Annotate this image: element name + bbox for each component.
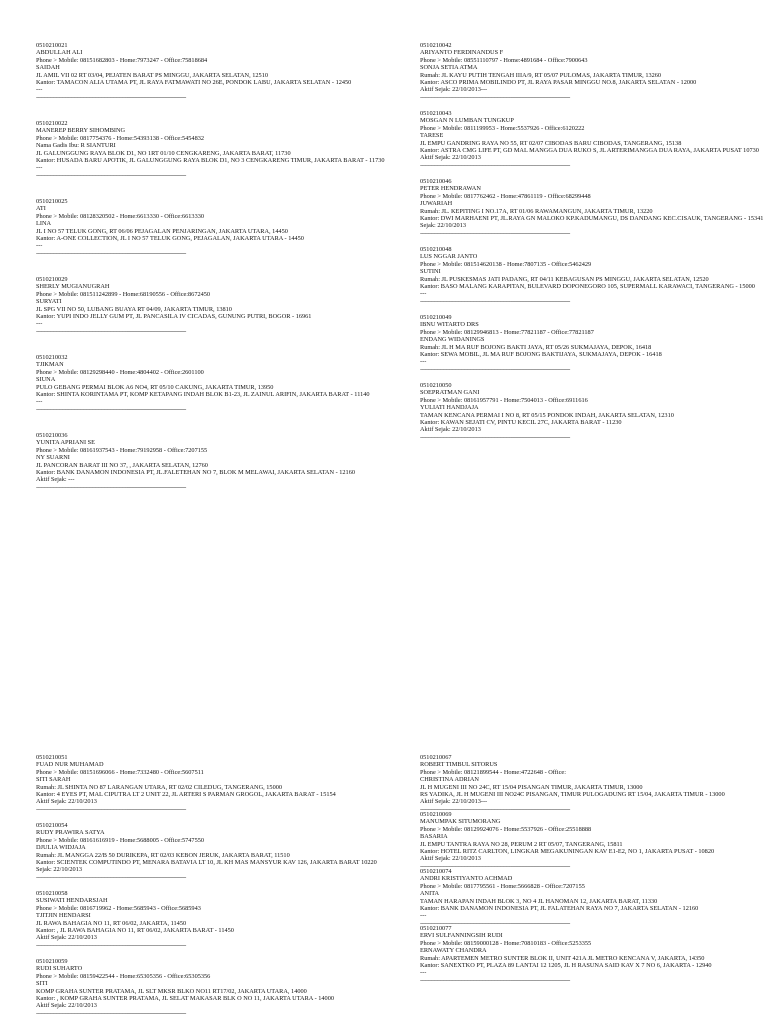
record-line: Aktif Sejak: 22/10/2013--- [420,86,488,94]
record-name: RUDY PRAWIRA SATYA [36,829,105,837]
record-id: 0510210043 [420,110,452,117]
record-line: Aktif Sejak: 22/10/2013 [420,426,481,434]
record-line: JL RAWA BAHAGIA NO 11, RT 06/02, JAKARTA, 11450 [36,919,187,927]
record-line: Kantor: , JL RAWA BAHAGIA NO 11, RT 06/02, JAKARTA BARAT - 11450 [36,927,234,935]
record-line: RS YADIKA, JL H MUGENI III NO24C PISANGAN, TIMUR PULOGADUNG RT 15/04, JAKARTA TIMUR - 13000 [420,791,725,799]
record-entry [36,958,388,1026]
record-id: 0510210077 [420,925,452,932]
record-separator: ---------------------------------------------------------------------------------------------------- [36,327,186,335]
record-line: ERNAWATY CHANDRA [420,947,487,955]
record-separator: ---------------------------------------------------------------------------------------------------- [420,862,570,868]
record-line: Phone > Mobile: 08129924076 - Home:5537926 - Office:25518888 [420,825,592,833]
record-line: Rumah: JL KAYU PUTIH TENGAH IIIA/9, RT 05/07 PULOMAS, JAKARTA TIMUR, 13260 [420,71,662,79]
record-separator: ---------------------------------------------------------------------------------------------------- [420,93,570,101]
record-line: Kantor: 4 EYES PT, MAL CIPUTRA LT 2 UNIT 22, JL ARTERI S PARMAN GROGOL, JAKARTA BARAT - 15154 [36,791,336,799]
record-name: SOEPRATMAN GANI [420,389,480,397]
record-entry [420,868,768,925]
record-line: --- [420,290,427,298]
record-line: JL GALUNGGUNG RAYA BLOK D1, NO 1RT 01/10 CENGKARENG, JAKARTA BARAT, 11730 [36,149,291,157]
record-line: Phone > Mobile: 08161616919 - Home:5688005 - Office:5747550 [36,836,205,844]
record-separator: ---------------------------------------------------------------------------------------------------- [36,93,186,101]
record-line: Rumah: APARTEMEN METRO SUNTER BLOK II, UNIT 421A JL METRO KENCANA V, JAKARTA, 14350 [420,954,705,962]
record-line: Rumah: JL PUSKESMAS JATI PADANG, RT 04/11 KEBAGUSAN PS MINGGU, JAKARTA SELATAN, 12520 [420,275,709,283]
record-name: MANEREP BERRY SIHOMBING [36,127,126,135]
record-line: Aktif Sejak: 22/10/2013 [36,934,97,942]
column-top-left [36,42,388,510]
column-top-right [420,42,768,450]
record-line: Phone > Mobile: 08551110797 - Home:4891684 - Office:7900643 [420,56,588,64]
record-name: IBNU WITARTO DRS [420,321,479,329]
record-id: 0510210074 [420,868,452,875]
record-name: MANUMPAK SITUMORANG [420,818,501,826]
record-line: Aktif Sejak: 22/10/2013 [420,154,481,162]
record-line: Sejak: 22/10/2013 [36,866,82,874]
record-separator: ---------------------------------------------------------------------------------------------------- [36,249,186,257]
record-separator: ---------------------------------------------------------------------------------------------------- [36,941,186,949]
record-line: SITI SARAH [36,776,71,784]
record-line: Aktif Sejak: --- [36,476,75,484]
record-line: LINA [36,220,52,228]
record-entry [420,382,768,450]
record-separator: ---------------------------------------------------------------------------------------------------- [420,161,570,169]
record-line: --- [36,164,43,172]
record-line: JL I NO 57 TELUK GONG, RT 06/06 PEJAGALAN PENJARINGAN, JAKARTA UTARA, 14450 [36,227,288,235]
record-line: SURYATI [36,298,62,306]
record-line: Phone > Mobile: 08151696066 - Home:7332480 - Office:5607511 [36,768,204,776]
record-line: Kantor: SANEXTKO PT, PLAZA 89 LANTAI 12 1205, JL H RASUNA SAID KAV X 7 NO 6, JAKARTA - 12940 [420,962,712,970]
record-separator: ---------------------------------------------------------------------------------------------------- [420,229,570,237]
column-bottom-left [36,754,388,1026]
record-line: Phone > Mobile: 08129298440 - Home:4804402 - Office:2601100 [36,368,204,376]
record-id: 0510210054 [36,822,68,829]
record-name: SUSIWATI HENDARSJAH [36,897,108,905]
record-entry [420,754,768,811]
record-line: Phone > Mobile: 081514620138 - Home:7807135 - Office:5462429 [420,260,592,268]
record-line: Kantor: , KOMP GRAHA SUNTER PRATAMA, JL SELAT MAKASAR BLK O NO 11, JAKARTA UTARA - 14000 [36,995,334,1003]
column-bottom-right [420,754,768,982]
record-id: 0510210021 [36,42,68,49]
record-separator: ---------------------------------------------------------------------------------------------------- [36,805,186,813]
record-line: Nama Gadis Ibu: R SIANTURI [36,142,116,150]
record-line: Kantor: A-ONE COLLECTION, JL I NO 57 TELUK GONG, PEJAGALAN, JAKARTA UTARA - 14450 [36,235,304,243]
record-entry [420,925,768,982]
record-entry [36,890,388,958]
record-id: 0510210049 [420,314,452,321]
record-entry [420,314,768,382]
record-line: Kantor: ASCO PRIMA MOBILINDO PT, JL RAYA PASAR MINGGU NO.8, JAKARTA SELATAN - 12000 [420,79,697,87]
record-id: 0510210029 [36,276,68,283]
record-id: 0510210058 [36,890,68,897]
record-name: ABDULLAH ALI [36,49,83,57]
record-separator: ---------------------------------------------------------------------------------------------------- [36,873,186,881]
record-name: LUS NGGAR JANTO [420,253,478,261]
record-line: Kantor: TAMACON ALIA UTAMA PT, JL RAYA FATMAWATI NO 26E, PONDOK LABU, JAKARTA SELATAN - 12450 [36,79,352,87]
record-line: JL H MUGENI III NO 24C, RT 15/04 PISANGAN TIMUR, JAKARTA TIMUR, 13000 [420,783,643,791]
record-id: 0510210067 [420,754,452,761]
record-id: 0510210025 [36,198,68,205]
record-entry [36,754,388,822]
record-id: 0510210051 [36,754,68,761]
record-line: Rumah: JL MANGGA 22/B 50 DURIKEPA, RT 02/03 KEBON JERUK, JAKARTA BARAT, 11510 [36,851,290,859]
record-separator: ---------------------------------------------------------------------------------------------------- [420,919,570,925]
record-line: --- [420,358,427,366]
record-separator: ---------------------------------------------------------------------------------------------------- [36,405,186,413]
record-line: --- [420,912,427,920]
record-line: Aktif Sejak: 22/10/2013 [36,798,97,806]
record-id: 0510210048 [420,246,452,253]
record-line: NY SUARNI [36,454,70,462]
record-line: Kantor: ASTRA CMG LIFE PT, GD MAL MANGGA DUA RUKO S, JL ARTERIMANGGA DUA RAYA, JAKARTA PUSAT 10730 [420,147,759,155]
record-line: Aktif Sejak: 22/10/2013 [420,855,481,863]
record-line: SUTINI [420,268,441,276]
record-line: Rumah: JL H MA RUF BOJONG BAKTI JAYA, RT 05/26 SUKMAJAYA, DEPOK, 16418 [420,343,652,351]
record-separator: ---------------------------------------------------------------------------------------------------- [36,171,186,179]
record-line: Phone > Mobile: 08159000128 - Home:70810183 - Office:5253355 [420,939,592,947]
record-line: Kantor: DWI MARHAENI PT, JL.RAYA GN MALOKO KP.KADUMANGU, DS DANDANG KEC.CISAUK, TANGERANG - 15341 [420,215,764,223]
record-name: RUDI SUHARTO [36,965,83,973]
record-line: Phone > Mobile: 08121899544 - Home:4722648 - Office: [420,768,566,776]
record-line: Kantor: BANK DANAMON INDONESIA PT, JL.FALETEHAN NO 7, BLOK M MELAWAI, JAKARTA SELATAN - 12160 [36,469,355,477]
record-entry [420,811,768,868]
record-line: --- [36,242,43,250]
record-line: JL EMPU TANTRA RAYA NO 28, PERUM 2 RT 05/07, TANGERANG, 15811 [420,840,623,848]
record-id: 0510210059 [36,958,68,965]
record-id: 0510210069 [420,811,452,818]
record-line: SITI [36,980,48,988]
record-line: SONJA SETIA ATMA [420,64,478,72]
record-line: --- [36,398,43,406]
record-entry [36,276,388,354]
record-entry [36,42,388,120]
record-line: --- [36,86,43,94]
record-id: 0510210022 [36,120,68,127]
record-line: JUWARIAH [420,200,453,208]
record-line: JL EMPU GANDRING RAYA NO 55, RT 02/07 CIBODAS BARU CIBODAS, TANGERANG, 15138 [420,139,682,147]
record-separator: ---------------------------------------------------------------------------------------------------- [420,805,570,811]
record-line: Sejak: 22/10/2013 [420,222,466,230]
record-id: 0510210046 [420,178,452,185]
record-line: Kantor: HOTEL RITZ CARLTON, LINGKAR MEGAKUNINGAN KAV E1-E2, NO 1, JAKARTA PUSAT - 10820 [420,848,715,856]
record-separator: ---------------------------------------------------------------------------------------------------- [36,483,186,491]
record-separator: ---------------------------------------------------------------------------------------------------- [420,433,570,441]
record-line: ANITA [420,890,440,898]
record-line: Kantor: YUPI INDO JELLY GUM PT, JL PANCASILA IV CICADAS, GUNUNG PUTRI, BOGOR - 16961 [36,313,312,321]
record-line: Phone > Mobile: 0811199953 - Home:5537926 - Office:6120222 [420,124,585,132]
record-line: SAIDAH [36,64,60,72]
record-line: PULO GEBANG PERMAI BLOK A6 NO4, RT 05/10 CAKUNG, JAKARTA TIMUR, 13950 [36,383,274,391]
record-name: MOSGAN N LUMBAN TUNGKUP [420,117,514,125]
record-name: PETER HENDRAWAN [420,185,481,193]
record-line: JL SPG VII NO 50, LUBANG BUAYA RT 04/09, JAKARTA TIMUR, 13810 [36,305,232,313]
record-name: ATI [36,205,46,213]
record-id: 0510210032 [36,354,68,361]
record-entry [36,198,388,276]
record-name: ROBERT TIMBUL SITORUS [420,761,498,769]
record-line: Kantor: SCIENTEK COMPUTINDO PT, MENARA BATAVIA LT 10, JL KH MAS MANSYUR KAV 126, JAKARTA BARAT 10220 [36,859,377,867]
record-name: TJIKMAN [36,361,64,369]
record-line: SIUNA [36,376,56,384]
record-line: CHRISTINA ADRIAN [420,776,479,784]
record-line: --- [420,969,427,977]
record-line: JL PANCORAN BARAT III NO 37, , JAKARTA SELATAN, 12760 [36,461,208,469]
record-name: ANDRI KRISTIYANTO ACHMAD [420,875,513,883]
record-entry [420,110,768,178]
record-line: Aktif Sejak: 22/10/2013 [36,1002,97,1010]
record-line: YULIATI HANDJAJA [420,404,479,412]
record-entry [36,354,388,432]
record-id: 0510210042 [420,42,452,49]
record-entry [420,42,768,110]
record-separator: ---------------------------------------------------------------------------------------------------- [420,976,570,982]
record-line: DJULIA WIDJAJA [36,844,86,852]
record-entry [36,822,388,890]
record-line: JL AMIL VII 02 RT 03/04, PEJATEN BARAT PS MINGGU, JAKARTA SELATAN, 12510 [36,71,268,79]
record-name: ARIYANTO FERDINANDUS F [420,49,504,57]
record-line: Kantor: SHINTA KORINTAMA PT, KOMP KETAPANG INDAH BLOK B1-23, JL ZAINUL ARIFIN, JAKARTA BARAT - 11140 [36,391,370,399]
record-line: Phone > Mobile: 081511242899 - Home:68190556 - Office:8672450 [36,290,211,298]
record-line: Phone > Mobile: 0817754376 - Home:54393138 - Office:5454832 [36,134,205,142]
record-line: Phone > Mobile: 08151682803 - Home:7973247 - Office:75818684 [36,56,208,64]
record-line: TAMAN KENCANA PERMAI I NO 8, RT 05/15 PONDOK INDAH, JAKARTA SELATAN, 12310 [420,411,674,419]
record-line: Phone > Mobile: 08161937543 - Home:79192958 - Office:7207155 [36,446,208,454]
record-name: FUAD NUR MUHAMAD [36,761,104,769]
record-line: TAMAN HARAPAN INDAH BLOK 3, NO 4 JL HANOMAN 12, JAKARTA BARAT, 11330 [420,897,658,905]
record-line: BASARIA [420,833,448,841]
record-line: TJITJIN HENDARSI [36,912,91,920]
record-separator: ---------------------------------------------------------------------------------------------------- [420,297,570,305]
record-line: Phone > Mobile: 0816719962 - Home:5685943 - Office:5685943 [36,904,201,912]
record-name: YUNITA APRIANI SE [36,439,95,447]
record-line: ENDANG WIDANINGS [420,336,485,344]
record-separator: ---------------------------------------------------------------------------------------------------- [420,365,570,373]
record-line: Rumah: JL. KEPITING I NO.17A, RT 01/06 RAWAMANGUN, JAKARTA TIMUR, 13220 [420,207,653,215]
record-line: Rumah: JL SHINTA NO 87 LARANGAN UTARA, RT 02/02 CILEDUG, TANGERANG, 15000 [36,783,283,791]
record-line: --- [36,320,43,328]
record-line: Phone > Mobile: 08161957791 - Home:7504013 - Office:6911616 [420,396,588,404]
record-separator: ---------------------------------------------------------------------------------------------------- [36,1009,186,1017]
record-line: Phone > Mobile: 0817795561 - Home:5666828 - Office:7207155 [420,882,585,890]
record-line: Kantor: KAWAN SEJATI CV, PINTU KECIL 27C, JAKARTA BARAT - 11230 [420,419,622,427]
record-line: Phone > Mobile: 08128320502 - Home:6613330 - Office:6613330 [36,212,205,220]
record-line: Kantor: SEWA MOBIL, JL MA RUF BOJONG BAKTIJAYA, SUKMAJAYA, DEPOK - 16418 [420,351,662,359]
record-id: 0510210036 [36,432,68,439]
record-line: TARESE [420,132,444,140]
record-line: Kantor: HUSADA BARU APOTIK, JL GALUNGGUNG RAYA BLOK D1, NO 3 CENGKARENG TIMUR, JAKARTA BARAT - 11730 [36,157,385,165]
record-name: SHERLY MUGIANUGRAH [36,283,110,291]
record-entry [36,432,388,510]
record-line: Aktif Sejak: 22/10/2013--- [420,798,488,806]
record-line: Kantor: BANK DANAMON INDONESIA PT, JL FALATEHAN RAYA NO 7, JAKARTA SELATAN - 12160 [420,905,699,913]
record-line: Phone > Mobile: 0817762462 - Home:47861119 - Office:68299448 [420,192,591,200]
record-id: 0510210050 [420,382,452,389]
record-line: Kantor: BASO MALANG KARAPITAN, BULEVARD DOPONEGORO 105, SUPERMALL KARAWACI, TANGERANG - 15000 [420,283,755,291]
record-line: KOMP GRAHA SUNTER PRATAMA, JL SLT MKSR BLKO NO11 RT17/02, JAKARTA UTARA, 14000 [36,987,307,995]
record-line: Phone > Mobile: 08159422544 - Home:65305356 - Office:65305356 [36,972,211,980]
record-entry [420,178,768,246]
record-entry [36,120,388,198]
record-name: ERVI SULFANNINGSIH RUDI [420,932,503,940]
record-line: Phone > Mobile: 08129946813 - Home:77821187 - Office:77821187 [420,328,594,336]
record-entry [420,246,768,314]
